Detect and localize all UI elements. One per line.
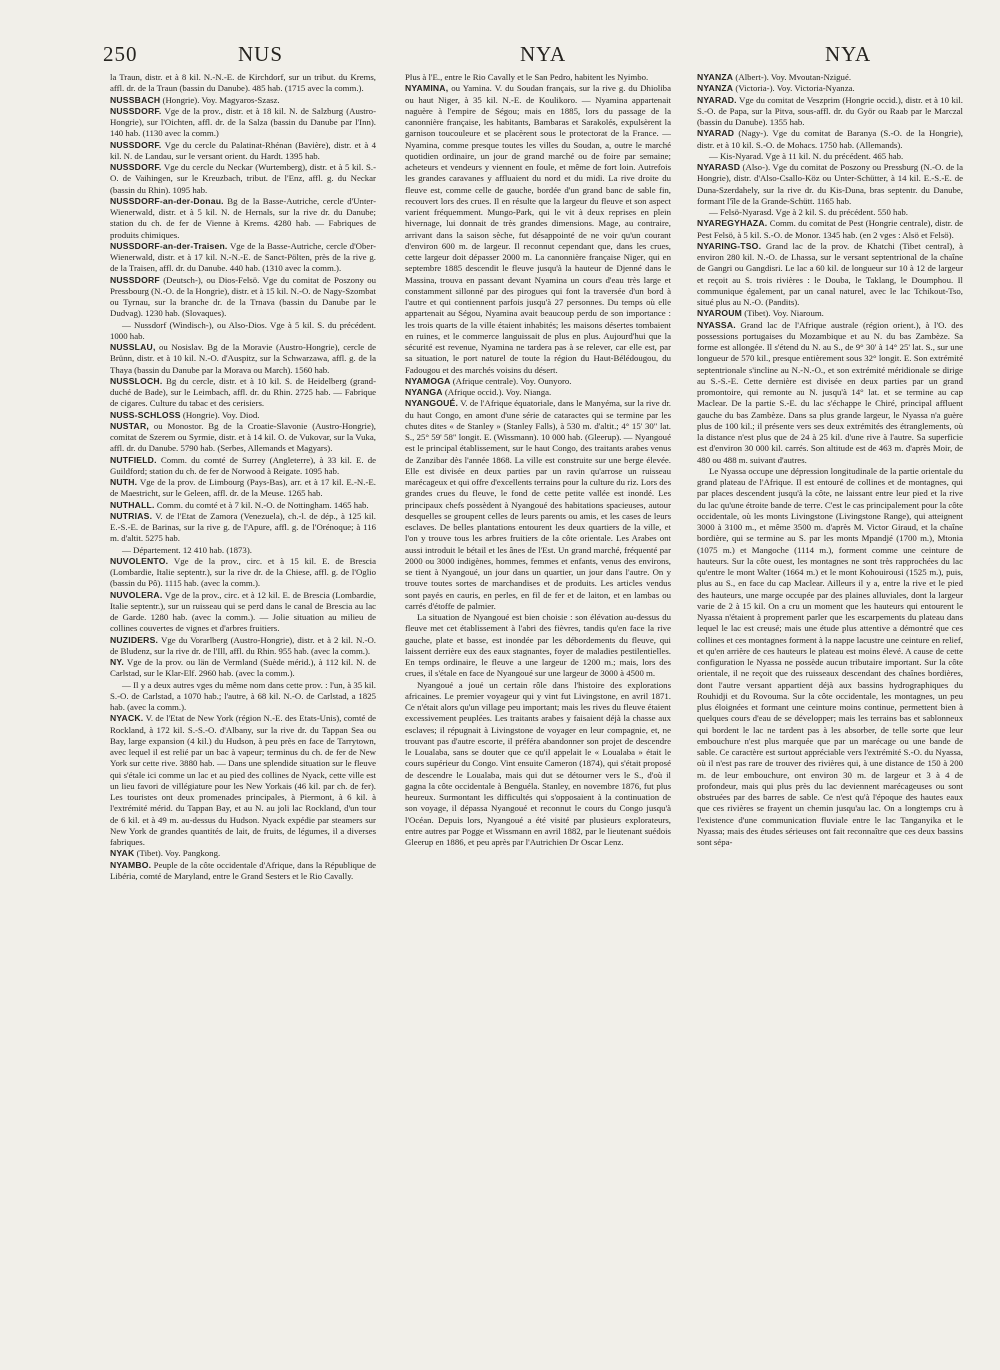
dictionary-entry xyxy=(697,162,963,207)
entry-text: Plus à l'E., entre le Rio Cavally et le San Pedro, habitent les Nyimbo. xyxy=(405,72,649,82)
entry-headword: NUSSDORF-an-der-Donau. xyxy=(110,195,224,206)
entry-text: Vge du cercle du Neckar (Wurtemberg), distr. et à 5 kil. S.-O. de Vaihingen, sur le Kreuzbach, tribut. de l'Enz, affl. g. du Neckar (bassin du Rhin). 1095 hab. xyxy=(110,162,376,195)
dictionary-entry xyxy=(110,106,376,140)
entry-headword: NYAK xyxy=(110,848,135,859)
dictionary-entry xyxy=(405,387,671,398)
entry-text: Comm. du comitat de Pest (Hongrie centrale), distr. de Pest Felsö, à 5 kil. S.-O. de Monor. 1345 hab. (en 2 vges : Alsö et Felsö). xyxy=(697,218,963,240)
dictionary-entry xyxy=(110,860,376,883)
dictionary-entry xyxy=(110,635,376,658)
entry-text: (Deutsch-), ou Dios-Felsö. Vge du comitat de Poszony ou Pressbourg (N.-O. de la Hongrie), distr. et à 15 kil. N.-O. de Nagy-Szombat ou Tyrnau, sur la branche dr. de la Trnava (bassin du Danube par le Dudvag). 1230 hab. (Slovaques). xyxy=(110,274,376,319)
entry-headword: NUSSDORF. xyxy=(110,162,162,172)
entry-text: — Felsö-Nyarasd. Vge à 2 kil. S. du précédent. 550 hab. xyxy=(709,207,908,217)
left-guide-word: NUS xyxy=(238,42,284,66)
dictionary-entry xyxy=(697,83,963,94)
entry-headword: NYASSA. xyxy=(697,319,736,330)
entry-text: La situation de Nyangoué est bien choisie : son élévation au-dessus du fleuve met cet établissement à l'abri des fièvres, tandis qu'en face la rive gauche, plate et basse, est inondée par les débordements du fleuve, qui laissent derrière eux des eaux stagnantes, foyer de maladies pestilentielles. En temps ordinaire, le fleuve a une largeur de 1200 m.; mais, lors des crues, il s'étale en face de Nyangoué sur une largeur de 3000 à 4500 m. xyxy=(405,612,671,679)
entry-text: (Hongrie). Voy. Magyaros-Szasz. xyxy=(162,94,280,105)
dictionary-entry xyxy=(110,500,376,511)
dictionary-entry xyxy=(110,848,376,859)
entry-headword: NYANGA xyxy=(405,387,443,397)
dictionary-entry xyxy=(110,477,376,500)
center-guide-word: NYA xyxy=(520,42,567,66)
entry-text: Vge de la prov., distr. et à 18 kil. N. de Salzburg (Austro-Hongrie), sur l'Oichten, affl. dr. de la Salza (bassin du Danube par l'Inn). 140 hab. (1130 avec la comm.) xyxy=(110,105,376,139)
entry-text: (Albert-). Voy. Mvoutan-Nzigué. xyxy=(735,72,852,82)
entry-headword: NYANZA xyxy=(697,83,734,94)
entry-text: Vge du comitat de Veszprim (Hongrie occid.), distr. et à 10 kil. S.-O. de Papa, sur la Pitva, sous-affl. dr. du Györ ou Raab par le Marczal (bassin du Danube). 1355 hab. xyxy=(697,94,963,127)
entry-text: Comm. du comté et à 7 kil. N.-O. de Nottingham. 1465 hab. xyxy=(156,499,369,510)
entry-headword: NUSSLOCH. xyxy=(110,375,163,386)
dictionary-entry xyxy=(405,612,671,680)
dictionary-entry xyxy=(110,72,376,95)
entry-text: V. de l'Etat de Zamora (Venezuela), ch.-l. de dép., à 125 kil. E.-S.-E. de Barinas, sur la rive g. de l'Apure, affl. g. de l'Orénoque; à 116 m. d'altit. 5275 hab. xyxy=(110,510,376,544)
entry-text: Vge de la prov., circ. et à 15 kil. E. de Brescia (Lombardie, Italie septentr.), sur la rive dr. de la Chiese, affl. g. de l'Oglio (bassin du Pô). 1115 hab. (avec la comm.). xyxy=(110,555,376,589)
entry-text: Bg de la Basse-Autriche, cercle d'Unter-Wienerwald, distr. et à 5 kil. N. de Hernals, sur la rive dr. du Danube; station du ch. de fer de Vienne à Krems. 4280 hab. — Fabriques de produits chimiques. xyxy=(110,195,376,240)
entry-headword: NUTHALL. xyxy=(110,499,155,510)
entry-text: Vge de la prov., circ. et à 12 kil. E. de Brescia (Lombardie, Italie septentr.), sur un ruisseau qui se perd dans le canal de Brescia au lac de Garde. 1280 hab. (avec la comm.). — Jolie situation au milieu de collines couvertes de vignes et d'arbres fruitiers. xyxy=(110,589,376,634)
dictionary-entry xyxy=(110,421,376,455)
entry-text: (Tibet). Voy. Niaroum. xyxy=(744,308,824,319)
entry-headword: NYAROUM xyxy=(697,308,743,319)
text-column-middle xyxy=(405,72,671,1340)
entry-headword: NYARASD xyxy=(697,162,741,172)
entry-text: Peuple de la côte occidentale d'Afrique, dans la République de Libéria, comté de Maryland, entre le Grand Sesters et le Rio Cavally. xyxy=(110,859,376,881)
dictionary-entry xyxy=(697,466,963,849)
dictionary-entry xyxy=(405,680,671,849)
entry-text: Nyangoué a joué un certain rôle dans l'histoire des explorations africaines. Le premier voyageur qui y vint fut Livingstone, en avril 1871. Ce n'était alors qu'un village peu important; mais les rives du fleuve étaient excessivement peuplées. Les traitants arabes y faisaient déjà la chasse aux esclaves; il répugnait à Livingstone de voyager en leur compagnie, et, ne trouvant pas d'autre escorte, il préféra abandonner son projet de descendre le Loualaba, sans se douter que ce qu'il appelait le « Loualaba » était le cours supérieur du Congo. Vint ensuite Cameron (1874), qui s'était proposé de descendre le Loualaba, mais qui dut se détourner vers le S., d'où il gagna la côte occidentale à Benguéla. Stanley, en novembre 1876, fut plus heureux. Surmontant les difficultés qui s'opposaient à la continuation de son voyage, il dépassa Nyangoué et reconnut le cours du Congo jusqu'à l'Océan. Depuis lors, Nyangoué a été visité par plusieurs explorateurs, entre autres par Pogge et Wissmann en avril 1882, par le lieutenant suédois Gleerup en 1886, et peu après par l'Autrichien Dr Oscar Lenz. xyxy=(405,679,671,847)
entry-headword: NUTH. xyxy=(110,477,138,487)
entry-text: — Département. 12 410 hab. (1873). xyxy=(122,544,252,555)
dictionary-entry xyxy=(110,410,376,421)
text-column-left xyxy=(110,72,376,1340)
dictionary-entry xyxy=(405,72,671,83)
entry-headword: NUTFIELD. xyxy=(110,454,157,465)
entry-headword: NYARING-TSO. xyxy=(697,240,762,251)
entry-headword: NYAMBO. xyxy=(110,859,152,870)
dictionary-entry xyxy=(110,342,376,376)
entry-headword: NUVOLERA. xyxy=(110,589,163,600)
entry-text: (Hongrie). Voy. Diod. xyxy=(182,409,260,420)
dictionary-entry xyxy=(110,376,376,410)
dictionary-entry xyxy=(697,308,963,319)
text-column-right xyxy=(697,72,963,1340)
dictionary-entry xyxy=(697,241,963,309)
entry-text: (Afrique centrale). Voy. Ounyoro. xyxy=(452,375,572,386)
running-header xyxy=(0,42,1000,76)
entry-headword: NUSTAR, xyxy=(110,420,149,431)
entry-headword: NUSSDORF-an-der-Traisen. xyxy=(110,240,228,251)
entry-text: Grand lac de l'Afrique australe (région orient.), à l'O. des possessions portugaises du Mozambique et au N. du bas Zambèze. Sa forme est allongée. Il s'étend du N. au S., de 9° 30' à 14° 25' lat. S., sur une longueur de 570 kil., presque entièrement sous 32° longit. E. Son extrémité septentrionale s'incline au N.-N.-O., et son extrémité méridionale se dirige au S.-S.-E. Cette dernière est divisée en deux parties par un grand promontoire, qui remonte au N. jusqu'à 14° lat. et se termine au cap Maclear. De la partie S.-E. du lac s'échappe le Chiré, principal affluent gauche du bas Zambèze. Dans sa plus grande largeur, le Nyassa n'a guère plus de 100 kil.; il présente vers ses deux extrémités des étranglements, où la distance n'est plus que de 24 à 25 kil. d'une rive à l'autre. Sa superficie est d'environ 30 000 kil. carrés. Son altitude est de 463 m. d'après Moir, de 480 ou 488 m. suivant d'autres. xyxy=(697,319,963,465)
entry-headword: NYAMOGA xyxy=(405,375,451,386)
dictionary-entry xyxy=(110,657,376,680)
dictionary-entry xyxy=(110,196,376,241)
dictionary-entry xyxy=(697,320,963,466)
entry-text: (Afrique occid.). Voy. Nianga. xyxy=(444,387,552,397)
entry-text: V. de l'Etat de New York (région N.-E. des Etats-Unis), comté de Rockland, à 172 kil. S.-S.-O. d'Albany, sur la rive dr. du Tappan Sea ou Bay, large expansion (4 kil.) du Hudson, à peu près en face de Tarrytown, avec lequel il est relié par un bac à vapeur; terminus du ch. de fer de New York sur cette rive. 3880 hab. — Dans une splendide situation sur le fleuve qui s'étale ici comme un lac et au pied des collines de Nyack, cette ville est un lieu favori de villégiature pour les New Yorkais (46 kil. par ch. de fer). Les touristes ont deux promenades principales, à Piermont, à 6 kil. à l'extrémité mérid. du Tappan Bay, et au N. au joli lac Rockland, d'un tour de 6 kil. et à 49 m. au-dessus du Hudson. Nyack expédie par steamers sur New York de grandes quantités de lait, de fruits, de légumes, il a diverses fabriques. xyxy=(110,713,376,847)
dictionary-entry xyxy=(110,590,376,635)
dictionary-entry xyxy=(110,275,376,320)
dictionary-entry xyxy=(110,241,376,275)
entry-text: (Nagy-). Vge du comitat de Baranya (S.-O. de la Hongrie), distr. et à 10 kil. S.-O. de Mohacs. 1750 hab. (Allemands). xyxy=(697,128,963,150)
right-guide-word: NYA xyxy=(825,42,872,66)
entry-headword: NYAREGYHAZA. xyxy=(697,218,768,229)
entry-text: ou Monostor. Bg de la Croatie-Slavonie (Austro-Hongrie), comitat de Szerem ou Syrmie, distr. et à 14 kil. O. de Vukovar, sur la Vuka, affl. dr. du Danube. 5790 hab. (Serbes, Allemands et Magyars). xyxy=(110,420,376,454)
entry-headword: NUTRIAS. xyxy=(110,510,153,521)
entry-text: V. de l'Afrique équatoriale, dans le Manyéma, sur la rive dr. du haut Congo, en amont d'une série de cataractes qui se termine par les chutes dites « de Stanley » (Stanley Falls), à 530 m. d'altit.; 4° 15' 30" lat. S., 25° 59' 58" longit. E. (Wissmann). 10 000 hab. (Gleerup). — Nyangoué est le principal établissement, sur le haut Congo, des traitants arabes venus de Zanzibar dès l'année 1868. La ville est construite sur une berge élevée. Elle est divisée en deux parties par un ravin qu'arrose un ruisseau marécageux et qui offre d'excellents terrains pour la culture du riz. Lors des grandes crues du fleuve, le fond de cette petite vallée est inondé. Les principaux chefs possèdent à Nyangoué des habitations spacieuses, autour desquelles se groupent celles de leurs parents ou amis, et les cases de leurs esclaves. De belles plantations entourent les deux quartiers de la ville, et l'on y trouve tous les arbres fruitiers de la côte orientale. Les Arabes ont aussi introduit le bétail et les ânes de l'Est. Un grand marché, fréquenté par 2000 ou 3000 indigènes, hommes, femmes et enfants, venus des environs, se tient à Nyangoué, un jour dans un quartier, un jour dans l'autre. On y trouve toutes sortes de marchandises et de produits. Les articles vendus sont payés en cauris, en perles, en fil de fer et de laiton, et en lambas ou carrés d'étoffe de palmier. xyxy=(405,398,671,611)
entry-text: ou Yamina. V. du Soudan français, sur la rive g. du Dhioliba ou haut Niger, à 35 kil. N.-E. de Koulikoro. — Nyamina appartenait naguère à l'empire de Ségou; mais en 1885, lors du passage de la canonnière française, les habitants, Bambaras et Sarakolés, expulsèrent la garnison toucouleure et se placèrent sous le protectorat de la France. — Nyamina, comme presque toutes les villes du Soudan, a, outre le marché quotidien ordinaire, un jour de grand marché ou de foire par semaine; acheteurs et vendeurs y viennent en foule, et même de fort loin. Autrefois les grandes caravanes y affluaient du nord et du midi. La rive droite du fleuve est, comme celle de gauche, bordée d'un grand banc de sable fin, recouvert lors des crues. Il en résulte que la largeur du fleuve et son aspect varient fréquemment. Mungo-Park, qui le vit à deux reprises en plein hivernage, lui donnait de très grandes dimensions. Mage, au contraire, arrivant dans la saison sèche, fut désappointé de ne voir qu'un courant d'environ 600 m. de largeur. Il reconnut cependant que, dans les crues, cette largeur doit dépasser 2000 m. La canonnière française Niger, qui en septembre 1885 descendit le fleuve jusqu'à la hauteur de Djenné dans le Massina, trouva en passant devant Nyamina un cours d'eau très large et constamment sillonné par des pirogues qui font la traversée d'un bord à l'autre et qui contiennent parfois jusqu'à 27 personnes. Du temps où elle appartenait au Ségou, Nyamina avait beaucoup perdu de son importance : les trois quarts de la ville étaient inhabités; les maisons désertes tombaient en ruines, et le commerce languissait de plus en plus. Aujourd'hui que la sécurité est revenue, Nyamina ne tardera pas à se relever, car elle est, par sa situation, le port naturel de toute la région du Haut-Bélédougou, du Fadougou et des marchés voisins du désert. xyxy=(405,83,671,375)
entry-headword: NUSSDORF xyxy=(110,274,160,285)
dictionary-entry xyxy=(110,545,376,556)
dictionary-entry xyxy=(697,151,963,162)
entry-headword: NY. xyxy=(110,657,124,667)
entry-headword: NYANGOUÉ. xyxy=(405,398,459,409)
entry-headword: NYARAD xyxy=(697,128,735,139)
entry-headword: NUSSLAU, xyxy=(110,342,156,352)
entry-headword: NYACK. xyxy=(110,713,144,724)
entry-headword: NUVOLENTO. xyxy=(110,555,169,566)
dictionary-entry xyxy=(110,455,376,478)
entry-headword: NYANZA xyxy=(697,72,734,82)
dictionary-entry xyxy=(697,95,963,129)
entry-text: Vge du Vorarlberg (Austro-Hongrie), distr. et à 2 kil. N.-O. de Bludenz, sur la rive dr. de l'Ill, affl. du Rhin. 955 hab. (avec la comm.). xyxy=(110,634,376,656)
dictionary-entry xyxy=(110,511,376,545)
entry-text: Comm. du comté de Surrey (Angleterre), à 33 kil. E. de Guildford; station du ch. de fer de Norwood à Reigate. 1095 hab. xyxy=(110,454,376,476)
entry-text: Vge de la Basse-Autriche, cercle d'Ober-Wienerwald, distr. et à 17 kil. N.-N.-E. de Sanct-Pölten, près de la rive g. de la Traisen, affl. dr. du Danube. 440 hab. (1310 avec la comm.). xyxy=(110,240,376,274)
entry-text: (Tibet). Voy. Pangkong. xyxy=(136,848,221,859)
dictionary-entry xyxy=(110,162,376,196)
dictionary-entry xyxy=(697,207,963,218)
entry-headword: NYARAD. xyxy=(697,94,737,105)
dictionary-entry xyxy=(110,680,376,714)
entry-text: Vge de la prov. ou län de Vermland (Suède mérid.), à 112 kil. N. de Carlstad, sur le Klar-Elf. 2960 hab. (avec la comm.). xyxy=(110,657,376,679)
entry-headword: NYAMINA, xyxy=(405,83,449,94)
entry-headword: NUSSBACH xyxy=(110,94,161,105)
entry-text: (Also-). Vge du comitat de Poszony ou Pressburg (N.-O. de la Hongrie), distr. d'Also-Csallo-Köz ou Unter-Schütter, à 14 kil. E.-S.-E. de Duna-Szerdahely, sur la rive dr. du Kis-Duna, bras septentr. du Danube, formant l'île de la Grande-Schütt. 1165 hab. xyxy=(697,162,963,206)
entry-text: — Il y a deux autres vges du même nom dans cette prov. : l'un, à 35 kil. S.-O. de Carlstad, a 1070 hab.; l'autre, à 68 kil. N.-O. de Carlstad, a 1825 hab. (avec la comm.). xyxy=(110,679,376,712)
dictionary-entry xyxy=(697,218,963,241)
dictionary-entry xyxy=(110,140,376,163)
entry-text: Vge de la prov. de Limbourg (Pays-Bas), arr. et à 17 kil. E.-N.-E. de Maestricht, sur le Geleen, affl. dr. de la Meuse. 1265 hab. xyxy=(110,477,376,499)
dictionary-entry xyxy=(405,398,671,612)
entry-text: — Kis-Nyarad. Vge à 11 kil. N. du précédent. 465 hab. xyxy=(709,150,904,161)
entry-text: ou Nosislav. Bg de la Moravie (Austro-Hongrie), cercle de Brünn, distr. et à 10 kil. N.-O. d'Auspitz, sur la Schwarzawa, affl. g. de la Thaya (bassin du Danube par la Morava ou March). 1560 hab. xyxy=(110,342,376,375)
page-number: 250 xyxy=(103,42,138,66)
entry-text: — Nussdorf (Windisch-), ou Also-Dios. Vge à 5 kil. S. du précédent. 1000 hab. xyxy=(110,319,376,341)
entry-text: Bg du cercle, distr. et à 10 kil. S. de Heidelberg (grand-duché de Bade), sur le Leimbach, affl. dr. du Rhin. 2725 hab. — Fabrique de cigares. Culture du tabac et des cerisiers. xyxy=(110,375,376,409)
dictionary-entry xyxy=(697,128,963,151)
entry-text: Le Nyassa occupe une dépression longitudinale de la partie orientale du grand plateau de l'Afrique. Il est entouré de collines et de montagnes, qui par places descendent jusqu'à la côte, ne laissant entre leur pied et la rive du lac qu'une étroite bande de terre. C'est le cas principalement pour la côte occidentale, où les monts Livingstone (Livingstone Range), qui atteignent 3000 à 3100 m., et même 3500 m. d'après M. Victor Giraud, et la chaîne bordière, qui se termine au S. par les monts Mpandjé (1700 m.), Mtonia (1075 m.) et Mangoche (1114 m.), forment comme une ceinture de hauteurs. Sur la côte ouest, les montagnes ne sont très rapprochées du lac qu'entre le mont Walter (1664 m.) et le mont Kohouirousi (1525 m.), puis, plus au S., en face du cap Maclear. Ailleurs il y a, entre la rive et le pied des hauteurs, une marge occupée par des plaines alluviales, dont la largeur varie de 2 à 15 kil. On a cru un moment que les hauteurs qui entourent le Nyassa n'étaient à proprement parler que les escarpements du plateau dans lequel le lac est creusé; mais une étude plus attentive a démontré que ces collines et ces montagnes forment à la nappe lacustre une ceinture en relief, et qu'en arrière de ces hauteurs le plateau est moins élevé. A cause de cette configuration le Nyassa ne possède aucun tributaire important. Sur la côte orientale, il ne reçoit que des ruisseaux descendant des chaînes bordières, dont l'autre versant appartient déjà aux bassins hydrographiques du Rouhidji et du Rovouma. Sur la côte occidentale, les montagnes, un peu plus éloignées et formant une ceinture moins continue, permettent bien à quelques cours d'eau de se développer; mais les terrains bas et sablonneux qui bordent le lac ne tardent pas à les absorber, de telle sorte que leur embouchure n'est plus marquée que par un marécage ou une bande de sable. Ce caractère est surtout appréciable vers l'extrémité S.-O. du Nyassa, où il n'est pas rare de trouver des rivières qui, à une distance de 150 à 200 m. de leur embouchure, ont environ 30 m. de largeur et 3 à 4 de profondeur, mais qui plus près du lac deviennent marécageuses ou sont obstruées par des barres de sable. Ce n'est qu'à l'époque des hautes eaux que ces rivières se frayent un chemin jusqu'au lac. On a longtemps cru à l'existence d'une communication fluviale entre le lac Tanganyika et le Nyassa; mais des études sérieuses ont fait reconnaître que ces deux bassins sont sépa- xyxy=(697,465,963,847)
entry-text: (Victoria-). Voy. Victoria-Nyanza. xyxy=(735,83,855,94)
dictionary-entry xyxy=(110,556,376,590)
dictionary-entry xyxy=(405,83,671,376)
entry-headword: NUSSDORF. xyxy=(110,105,162,116)
entry-text: Vge du cercle du Palatinat-Rhénan (Bavière), distr. et à 4 kil. N. de Landau, sur le versant orient. du Hardt. 1395 hab. xyxy=(110,139,376,161)
entry-headword: NUSSDORF. xyxy=(110,139,162,150)
entry-headword: NUZIDERS. xyxy=(110,634,159,645)
entry-headword: NUSS-SCHLOSS xyxy=(110,409,181,420)
dictionary-entry xyxy=(697,72,963,83)
dictionary-entry xyxy=(110,713,376,848)
dictionary-entry xyxy=(405,376,671,387)
entry-text: Grand lac de la prov. de Khatchi (Tibet central), à environ 280 kil. N.-O. de Lhassa, sur le versant septentrional de la chaîne de Gangri ou Gangdisri. Le lac a 60 kil. de longueur sur 10 à 12 de largeur et reçoit au S. trois rivières : le Douba, le Taklang, le Doumphou. Il communique également, par un canal naturel, avec le lac Tchikout-Tso, situé plus au N.-O. (Pandits). xyxy=(697,240,963,307)
dictionary-entry xyxy=(110,320,376,343)
dictionary-entry xyxy=(110,95,376,106)
entry-text: la Traun, distr. et à 8 kil. N.-N.-E. de Kirchdorf, sur un tribut. du Krems, affl. dr. de la Traun (bassin du Danube). 485 hab. (1715 avec la comm.). xyxy=(110,72,376,94)
